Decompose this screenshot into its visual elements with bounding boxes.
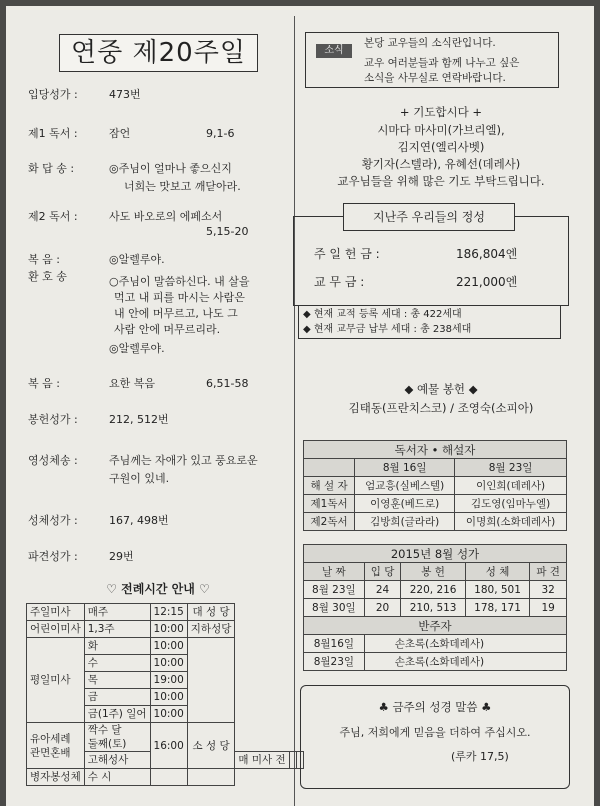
psalm-label: 화 답 송 : [28, 162, 75, 175]
alleluia-verse-line: 사람 안에 머무르리라. [114, 323, 221, 336]
readers-row [304, 477, 567, 495]
reader-role: 제2독서 [304, 513, 355, 531]
schedule-service: 평일미사 [27, 638, 85, 723]
reader-role: 해 설 자 [304, 477, 355, 495]
schedule-day: 화 [84, 638, 150, 655]
schedule-day: 목 [84, 672, 150, 689]
choir-hymn: 180, 501 [465, 581, 529, 599]
accompanist-date: 8월16일 [304, 635, 365, 653]
alleluia-verse-line: ○주님이 말씀하신다. 내 살을 [109, 275, 250, 288]
sunday-collection-label: 주 일 헌 금 : [314, 247, 380, 261]
reading1-ref: 9,1-6 [206, 127, 235, 140]
schedule-place: 대 성 당 [187, 604, 235, 621]
scripture-ref: (루카 17,5) [451, 750, 509, 763]
choir-column-header: 파 견 [530, 563, 567, 581]
communion-antiphon-line: 구원이 있네. [109, 472, 170, 485]
schedule-service: 주일미사 [27, 604, 85, 621]
prayer-heading: + 기도합시다 + [399, 105, 483, 119]
schedule-time: 10:00 [150, 689, 187, 706]
readers-date: 8월 23일 [455, 459, 567, 477]
news-line: 교우 여러분들과 함께 나누고 싶은 [364, 57, 520, 69]
alleluia-end: ◎알렐루야. [109, 342, 165, 355]
schedule-service: 병자봉성체 [27, 769, 85, 786]
news-line: 소식을 사무실로 연락바랍니다. [364, 72, 506, 84]
schedule-day: 수 시 [84, 769, 150, 786]
schedule-row [27, 769, 304, 786]
prayer-name: 김지연(엘리사벳) [397, 140, 485, 154]
accompanist-row [304, 653, 567, 671]
news-box [305, 32, 559, 88]
schedule-place [187, 638, 235, 723]
gospel-value: 요한 복음 [109, 377, 156, 390]
entrance-hymn-value: 473번 [109, 88, 141, 101]
choir-row [304, 581, 567, 599]
dues-value: 221,000엔 [456, 275, 518, 289]
psalm-line: 너희는 맛보고 깨닫아라. [124, 180, 241, 193]
schedule-day: 매주 [84, 604, 150, 621]
schedule-time: 16:00 [150, 723, 187, 769]
scripture-box [300, 685, 570, 789]
gospel-label: 복 음 : [28, 377, 60, 390]
reader-name: 엄교흥(실베스텔) [355, 477, 455, 495]
reading2-ref: 5,15-20 [206, 225, 249, 238]
scripture-heading: ♣ 금주의 성경 말씀 ♣ [378, 700, 492, 714]
choir-hymn: 32 [530, 581, 567, 599]
schedule-time: 10:00 [150, 655, 187, 672]
sunday-collection-value: 186,804엔 [456, 247, 518, 261]
choir-column-header: 봉 헌 [401, 563, 465, 581]
schedule-service-line: 유아세례 [30, 732, 71, 745]
offertory-label: 봉헌성가 : [28, 413, 78, 426]
readers-corner [304, 459, 355, 477]
choir-table [303, 544, 567, 671]
schedule-row [27, 604, 304, 621]
offering-heading: 지난주 우리들의 정성 [343, 203, 515, 231]
schedule-time [150, 769, 187, 786]
alleluia-line: ◎알렐루야. [109, 253, 165, 266]
alleluia-label-2: 환 호 송 [28, 270, 67, 283]
bulletin-page [6, 6, 594, 806]
schedule-time: 10:00 [150, 706, 187, 723]
communion-hymn-label: 성체성가 : [28, 514, 78, 527]
reading1-label: 제1 독서 : [28, 127, 78, 140]
readers-date: 8월 16일 [355, 459, 455, 477]
prayer-name: 시마다 마사미(가브리엘), [377, 123, 505, 137]
readers-row [304, 513, 567, 531]
prayer-request: 교우님들을 위해 많은 기도 부탁드립니다. [337, 174, 545, 188]
alleluia-verse-line: 내 안에 머무르고, 나도 그 [114, 307, 238, 320]
choir-date: 8월 23일 [304, 581, 365, 599]
reading2-value: 사도 바오로의 에페소서 [109, 210, 223, 223]
flowers-names: 김태동(프란치스코) / 조영숙(소피아) [348, 401, 534, 415]
choir-row [304, 599, 567, 617]
news-tag-label: 소식 [324, 45, 344, 56]
reading1-value: 잠언 [109, 127, 131, 140]
schedule-time: 12:15 [150, 604, 187, 621]
reader-name: 김도영(임마누엘) [455, 495, 567, 513]
recessional-label: 파견성가 : [28, 550, 78, 563]
choir-header-row [304, 563, 567, 581]
choir-date: 8월 30일 [304, 599, 365, 617]
gospel-ref: 6,51-58 [206, 377, 249, 390]
choir-hymn: 178, 171 [465, 599, 529, 617]
schedule-service: 고해성사 [84, 752, 150, 769]
offering-box [293, 210, 569, 306]
schedule-row [27, 723, 304, 752]
choir-hymn: 20 [364, 599, 401, 617]
reader-name: 이영훈(베드로) [355, 495, 455, 513]
schedule-place: 지하성당 [187, 621, 235, 638]
reader-name: 이명희(소화데레사) [455, 513, 567, 531]
accompanist-date: 8월23일 [304, 653, 365, 671]
accompanist-row [304, 635, 567, 653]
schedule-day [84, 723, 150, 752]
choir-hymn: 210, 513 [401, 599, 465, 617]
schedule-service [27, 723, 85, 769]
schedule-day: 금(1주) 일어 [84, 706, 150, 723]
schedule-day: 수 [84, 655, 150, 672]
readers-table [303, 440, 567, 531]
registered-households: ◆ 현재 교적 등록 세대 : 총 422세대 [303, 309, 462, 320]
choir-column-header: 성 체 [465, 563, 529, 581]
reading2-label: 제2 독서 : [28, 210, 78, 223]
choir-hymn: 19 [530, 599, 567, 617]
readers-row [304, 495, 567, 513]
scripture-text: 주님, 저희에게 믿음을 더하여 주십시오. [339, 726, 531, 739]
schedule-place: 소 성 당 [187, 723, 235, 769]
accompanist-name: 손초록(소화데레사) [364, 635, 566, 653]
communion-antiphon-label: 영성체송 : [28, 454, 78, 467]
dues-households: ◆ 현재 교무금 납부 세대 : 총 238세대 [303, 324, 472, 335]
schedule-day: 1,3주 [84, 621, 150, 638]
schedule-service-line: 관면혼배 [30, 746, 71, 759]
choir-hymn: 220, 216 [401, 581, 465, 599]
schedule-day: 금 [84, 689, 150, 706]
schedule-service: 어린이미사 [27, 621, 85, 638]
schedule-time: 10:00 [150, 621, 187, 638]
mass-schedule-table [26, 603, 304, 786]
reader-name: 이인희(데레사) [455, 477, 567, 495]
choir-column-header: 입 당 [364, 563, 401, 581]
dues-label: 교 무 금 : [314, 275, 365, 289]
communion-hymn-value: 167, 498번 [109, 514, 169, 527]
news-tag [316, 44, 352, 58]
prayer-name: 황기자(스텔라), 유혜선(데레사) [361, 157, 521, 171]
page-title: 연중 제20주일 [59, 34, 258, 72]
flowers-heading: ◆ 예물 봉헌 ◆ [404, 382, 478, 396]
reader-role: 제1독서 [304, 495, 355, 513]
schedule-time [289, 752, 296, 769]
reader-name: 김방희(글라라) [355, 513, 455, 531]
psalm-line: ◎주님이 얼마나 좋으신지 [109, 162, 232, 175]
parish-stats-box [298, 305, 561, 339]
news-line: 본당 교우들의 소식란입니다. [364, 37, 496, 49]
schedule-row [27, 621, 304, 638]
readers-heading: 독서자 • 해설자 [304, 441, 567, 459]
choir-heading: 2015년 8월 성가 [304, 545, 567, 563]
schedule-day: 매 미사 전 [235, 752, 289, 769]
schedule-row [27, 638, 304, 655]
schedule-time: 10:00 [150, 638, 187, 655]
choir-column-header: 날 짜 [304, 563, 365, 581]
alleluia-verse-line: 먹고 내 피를 마시는 사람은 [114, 291, 245, 304]
schedule-day-line: 짝수 달 [87, 724, 122, 736]
schedule-place [187, 769, 235, 786]
schedule-day-line: 둘째(토) [87, 738, 127, 750]
accompanist-name: 손초록(소화데레사) [364, 653, 566, 671]
recessional-value: 29번 [109, 550, 134, 563]
entrance-hymn-label: 입당성가 : [28, 88, 78, 101]
choir-hymn: 24 [364, 581, 401, 599]
accompanist-heading: 반주자 [304, 617, 567, 635]
schedule-time: 19:00 [150, 672, 187, 689]
offertory-value: 212, 512번 [109, 413, 169, 426]
alleluia-label: 복 음 : [28, 253, 60, 266]
communion-antiphon-line: 주님께는 자애가 있고 풍요로운 [109, 454, 258, 467]
schedule-heading: ♡ 전례시간 안내 ♡ [106, 582, 210, 596]
